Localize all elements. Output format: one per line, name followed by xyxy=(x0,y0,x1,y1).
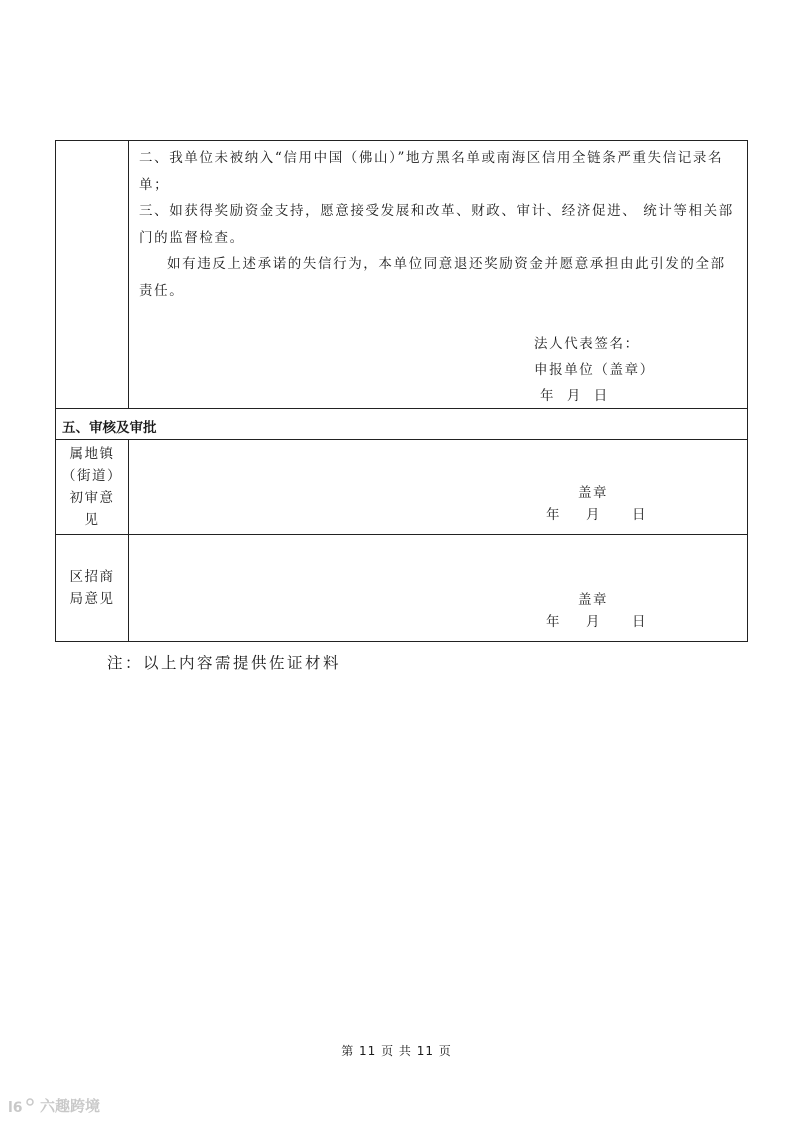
commitment-text xyxy=(129,141,747,304)
section-5-title: 五、审核及审批 xyxy=(56,409,748,440)
applicant-seal-label: 申报单位（盖章） xyxy=(534,362,655,378)
date-year: 年 xyxy=(546,614,561,630)
stamp-label: 盖章 xyxy=(578,592,608,608)
label-line: 初审意 xyxy=(69,490,115,506)
review-label-town xyxy=(56,440,129,535)
section-5-row xyxy=(56,409,748,440)
label-line: （街道） xyxy=(62,468,122,484)
review-row-town xyxy=(56,440,748,535)
signature-block xyxy=(534,331,655,409)
commitment-row xyxy=(56,141,748,409)
stamp-block xyxy=(546,482,647,526)
date-day: 日 xyxy=(632,507,647,523)
date-month: 月 xyxy=(586,614,601,630)
signature-date: 年 月 日 xyxy=(540,388,609,404)
commitment-pledge: 如有违反上述承诺的失信行为，本单位同意退还奖励资金并愿意承担由此引发的全部责任。 xyxy=(139,256,726,299)
review-label-district xyxy=(56,535,129,642)
evidence-note: 注：以上内容需提供佐证材料 xyxy=(107,654,342,672)
label-line: 属地镇 xyxy=(69,446,115,462)
stamp-block xyxy=(546,589,647,633)
logo-icon xyxy=(8,1097,36,1115)
commitment-item-2: 二、我单位未被纳入“信用中国（佛山）”地方黑名单或南海区信用全链条严重失信记录名单； xyxy=(139,150,724,193)
label-line: 区招商 xyxy=(69,569,115,585)
commitment-label-cell xyxy=(56,141,129,409)
commitment-item-3: 三、如获得奖励资金支持，愿意接受发展和改革、财政、审计、经济促进、 统计等相关部门的监督检查。 xyxy=(139,203,734,246)
commitment-cell xyxy=(129,141,748,409)
review-opinion-district[interactable] xyxy=(129,535,748,642)
legal-rep-signature-label: 法人代表签名： xyxy=(534,336,640,352)
application-form-table xyxy=(55,140,748,642)
svg-text:l6: l6 xyxy=(8,1099,23,1115)
page-footer: 第 11 页 共 11 页 xyxy=(341,1044,452,1058)
stamp-label: 盖章 xyxy=(578,485,608,501)
date-month: 月 xyxy=(586,507,601,523)
review-opinion-town[interactable] xyxy=(129,440,748,535)
date-day: 日 xyxy=(632,614,647,630)
watermark-text: 六趣跨境 xyxy=(40,1097,101,1115)
date-line xyxy=(546,611,647,633)
label-line: 见 xyxy=(84,512,100,528)
date-year: 年 xyxy=(546,507,561,523)
review-row-district xyxy=(56,535,748,642)
watermark xyxy=(8,1095,100,1116)
date-line xyxy=(546,504,647,526)
label-line: 局意见 xyxy=(69,591,115,607)
